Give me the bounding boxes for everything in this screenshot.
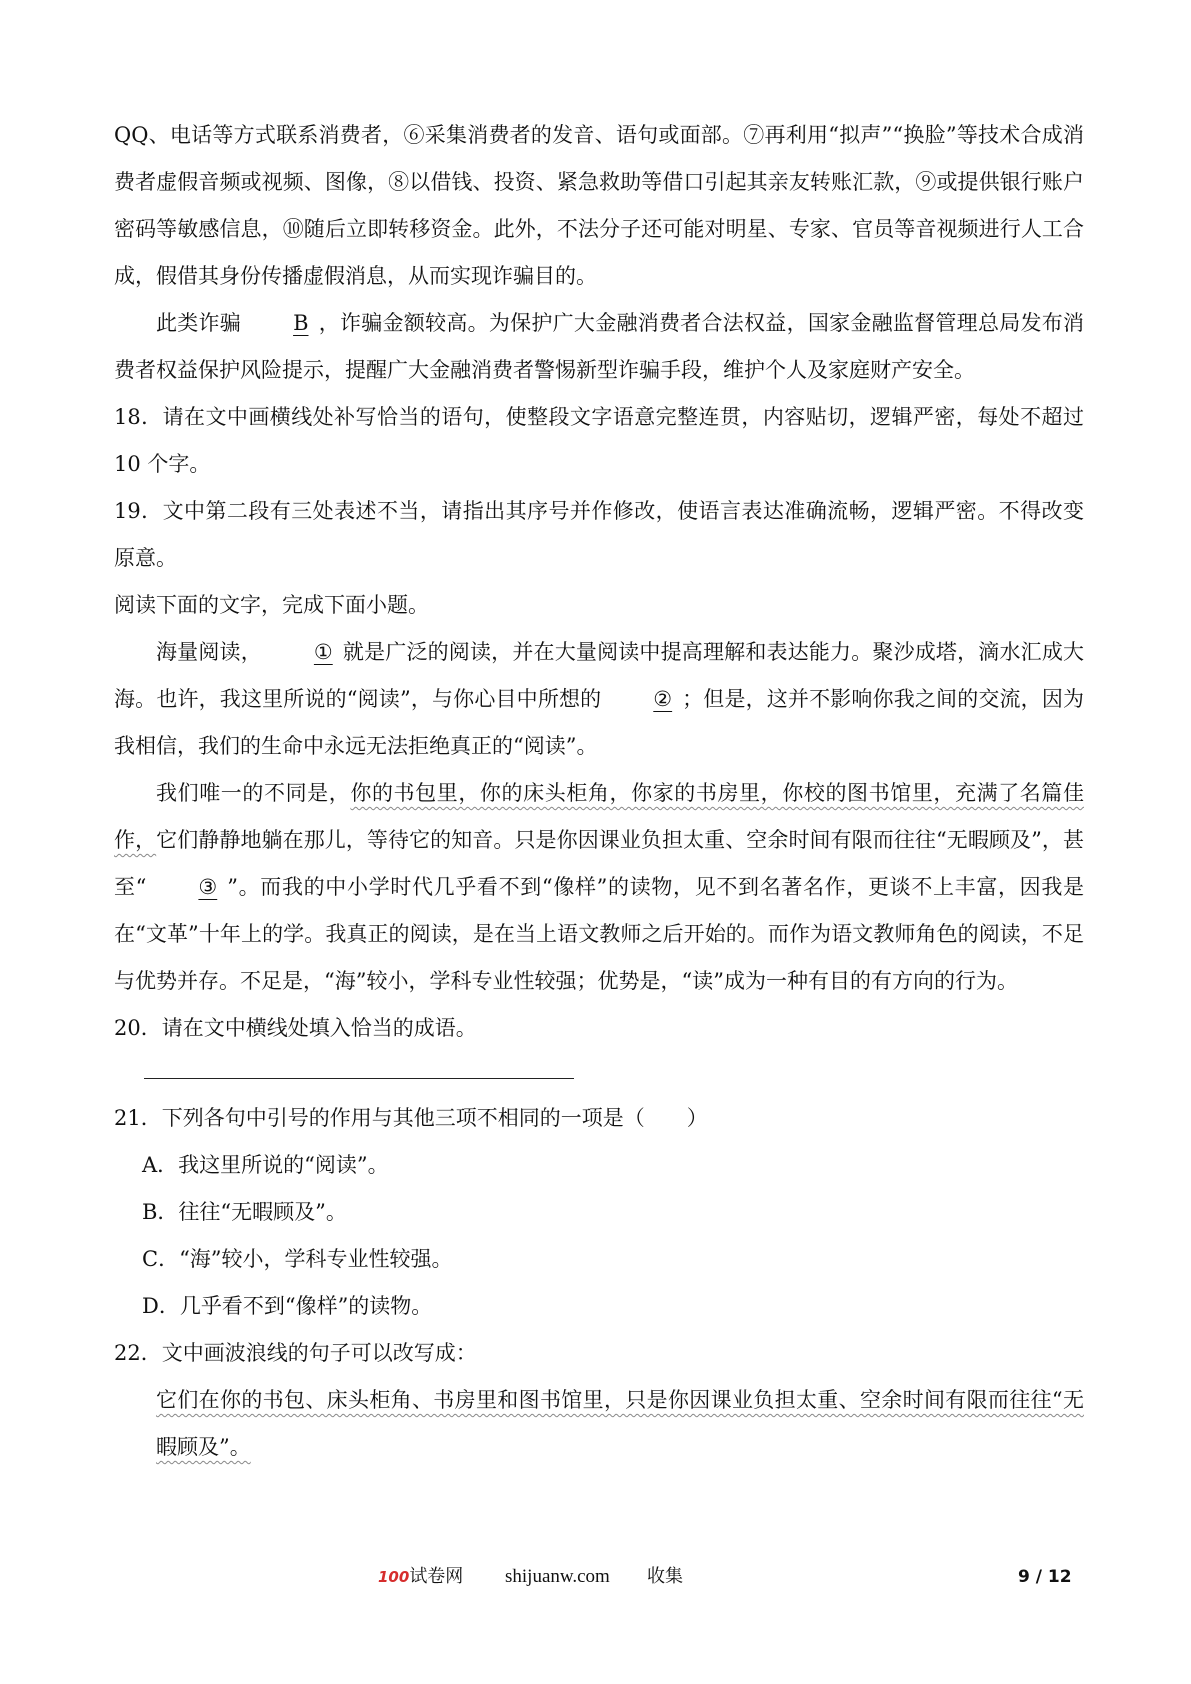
logo-text: 试卷网 <box>409 1566 464 1587</box>
answer-line[interactable] <box>144 1078 574 1079</box>
text-span: ”。而我的中小学时代几乎看不到“像样”的读物，见不到名著名作，更谈不上丰富，因我是在“文革”十年上的学。我真正的阅读，是在当上语文教师之后开始的。而作为语文教师角色的阅读，不足与优势并存。不足是，“海”较小，学科专业性较强；优势是，“读”成为一种有目的有方向的行为。 <box>114 875 1084 993</box>
text-span: 海量阅读， <box>156 640 262 664</box>
site-url: shijuanw.com <box>505 1566 610 1587</box>
question-21: 21．下列各句中引号的作用与其他三项不相同的一项是（ ） <box>114 1106 708 1130</box>
blank-1: ① <box>313 640 333 664</box>
wavy-underlined-answer: 它们在你的书包、床头柜角、书房里和图书馆里，只是你因课业负担太重、空余时间有限而往往“无暇顾及”。 <box>156 1388 1084 1459</box>
question-18: 18．请在文中画横线处补写恰当的语句，使整段文字语意完整连贯，内容贴切，逻辑严密，每处不超过 10 个字。 <box>114 405 1084 476</box>
logo-number: 100 <box>378 1568 410 1586</box>
blank-3: ③ <box>198 875 218 899</box>
site-logo <box>378 1562 463 1592</box>
question-22: 22．文中画波浪线的句子可以改写成： <box>114 1341 477 1365</box>
page-footer <box>0 1562 1191 1592</box>
page-number: 9 / 12 <box>1018 1567 1072 1587</box>
blank-b: B <box>293 311 309 335</box>
text-span: ；但是，这并不影响你我之间的交流，因为我相信，我们的生命中永远无法拒绝真正的“阅读”。 <box>114 687 1084 758</box>
reading-instruction: 阅读下面的文字，完成下面小题。 <box>114 593 429 617</box>
rewritten-sentence <box>114 1377 1084 1471</box>
passage-paragraph-1 <box>114 629 1084 770</box>
question-20: 20．请在文中横线处填入恰当的成语。 <box>114 1016 477 1040</box>
text-span: 就是广泛的阅读，并在大量阅读中提高理解和表达能力。聚沙成塔，滴水汇成大海。也许，我这里所说的“阅读”，与你心目中所想的 <box>114 640 1085 711</box>
option-b: B．往往“无暇顾及”。 <box>142 1200 347 1224</box>
collect-label: 收集 <box>647 1566 683 1587</box>
text-span: 我们唯一的不同是， <box>156 781 351 805</box>
option-d: D．几乎看不到“像样”的读物。 <box>142 1294 433 1318</box>
option-c: C．“海”较小，学科专业性较强。 <box>142 1247 453 1271</box>
blank-2: ② <box>653 687 673 711</box>
paragraph-fraud-summary <box>114 300 1084 394</box>
text-span: ，诈骗金额较高。为保护广大金融消费者合法权益，国家金融监督管理总局发布消费者权益保护风险提示，提醒广大金融消费者警惕新型诈骗手段，维护个人及家庭财产安全。 <box>114 311 1085 382</box>
passage-paragraph-2 <box>114 770 1084 1005</box>
document-body <box>114 112 1084 1471</box>
text-span: 它们静静地躺在那儿，等待它的知音。只是你因课业负担太重、空余时间有限而往往“无暇顾及”，甚至“ <box>114 828 1085 899</box>
wavy-underlined-sentence: 你的书包里，你的床头柜角，你家的书房里，你校的图书馆里，充满了名篇佳作， <box>114 781 1084 852</box>
text-span: 此类诈骗 <box>156 311 242 335</box>
question-19: 19．文中第二段有三处表述不当，请指出其序号并作修改，使语言表达准确流畅，逻辑严密。不得改变原意。 <box>114 499 1084 570</box>
option-a: A．我这里所说的“阅读”。 <box>142 1153 389 1177</box>
paragraph-fraud-methods: QQ、电话等方式联系消费者，⑥采集消费者的发音、语句或面部。⑦再利用“拟声”“换脸”等技术合成消费者虚假音频或视频、图像，⑧以借钱、投资、紧急救助等借口引起其亲友转账汇款，⑨或提供银行账户密码等敏感信息，⑩随后立即转移资金。此外，不法分子还可能对明星、专家、官员等音视频进行人工合成，假借其身份传播虚假消息，从而实现诈骗目的。 <box>114 123 1084 288</box>
